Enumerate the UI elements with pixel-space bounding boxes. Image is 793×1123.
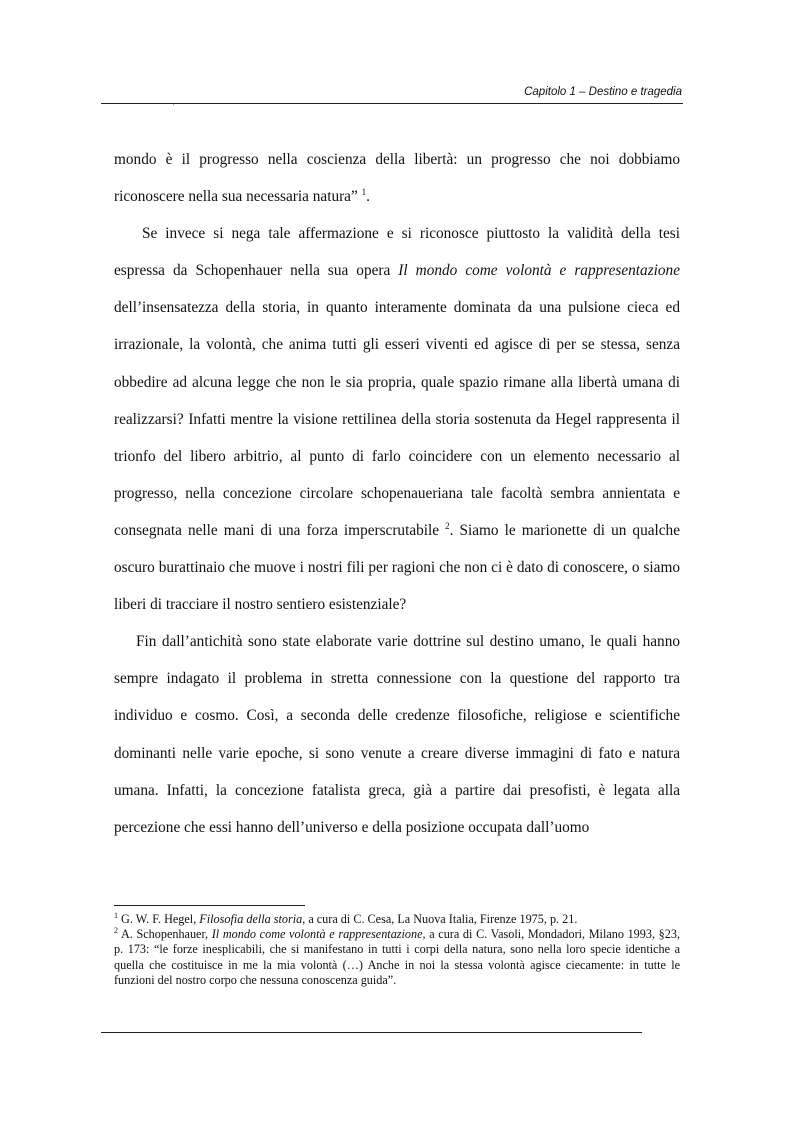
footnote-2-title: Il mondo come volontà e rappresentazione xyxy=(211,927,423,942)
footnote-1-title: Filosofia della storia xyxy=(199,912,303,926)
book-title: Il mondo come volontà e rappresentazione xyxy=(398,262,680,280)
paragraph-2 xyxy=(114,215,680,623)
stray-mark: ' xyxy=(173,104,175,111)
footnote-rule xyxy=(114,905,305,906)
header-rule xyxy=(101,103,683,104)
paragraph-2-tail: . Siamo le marionette di un qualche oscuro burattinaio che muove i nostri fili per ragioni che non ci è dato di conoscere, o siamo liberi di tracciare il nostro sentiero esistenziale? xyxy=(114,521,680,614)
footnote-1-text-b: , a cura di C. Cesa, La Nuova Italia, Firenze 1975, p. 21. xyxy=(302,912,578,926)
paragraph-2-text-b: dell’insensatezza della storia, in quanto interamente dominata da una pulsione cieca ed irrazionale, la volontà, che anima tutti gli esseri viventi ed agisce di per se stessa, senza obbedire ad alcuna legge che non le sia propria, quale spazio rimane alla libertà umana di realizzarsi? Infatti mentre la visione rettilinea della storia sostenuta da Hegel rappresenta il trionfo del libero arbitrio, al punto di farlo coincidere con un elemento necessario al progresso, nella concezione circolare schopenaueriana tale facoltà sembra annientata e consegnata nelle mani di una forza imperscrutabile xyxy=(114,299,680,539)
footnote-2 xyxy=(114,927,680,988)
footnote-ref-1: 1 xyxy=(361,187,367,197)
footnote-1-text-a: G. W. F. Hegel, xyxy=(118,912,200,926)
footnote-2-number: 2 xyxy=(114,926,118,936)
body-text xyxy=(114,141,680,846)
paragraph-1 xyxy=(114,141,680,215)
footnote-2-text-b: , a cura di C. Vasoli, Mondadori, Milano 1993, §23, p. 173: “le forze inesplicabili, che si manifestano in tutti i corpi della natura, sono nella loro specie identiche a quella che costituisce in me la mia volontà (…) Anche in noi la stessa volontà agisce ciecamente: in tutte le funzioni del nostro corpo che nessuna conoscenza guida”. xyxy=(114,927,680,987)
paragraph-1-tail: . xyxy=(366,188,370,206)
running-header: Capitolo 1 – Destino e tragedia xyxy=(524,86,682,98)
footer-rule xyxy=(101,1032,642,1033)
paragraph-3: Fin dall’antichità sono state elaborate varie dottrine sul destino umano, le quali hanno sempre indagato il problema in stretta connessione con la questione del rapporto tra individuo e cosmo. Così, a seconda delle credenze filosofiche, religiose e scientifiche dominanti nelle varie epoche, si sono venute a creare diverse immagini di fato e natura umana. Infatti, la concezione fatalista greca, già a partire dai presofisti, è legata alla percezione che essi hanno dell’universo e della posizione occupata dall’uomo xyxy=(114,633,680,836)
footnote-1-number: 1 xyxy=(114,910,118,920)
paragraph-1-text: mondo è il progresso nella coscienza della libertà: un progresso che noi dobbiamo riconoscere nella sua necessaria natura” xyxy=(114,151,680,206)
footnotes xyxy=(114,912,680,988)
footnote-ref-2: 2 xyxy=(445,520,450,531)
paragraph-2-text-a: Se invece si nega tale affermazione e si riconosce piuttosto la validità della tesi espressa da Schopenhauer nella sua opera xyxy=(114,225,680,280)
footnote-1 xyxy=(114,912,680,927)
footnote-2-text-a: A. Schopenhauer, xyxy=(118,927,212,942)
